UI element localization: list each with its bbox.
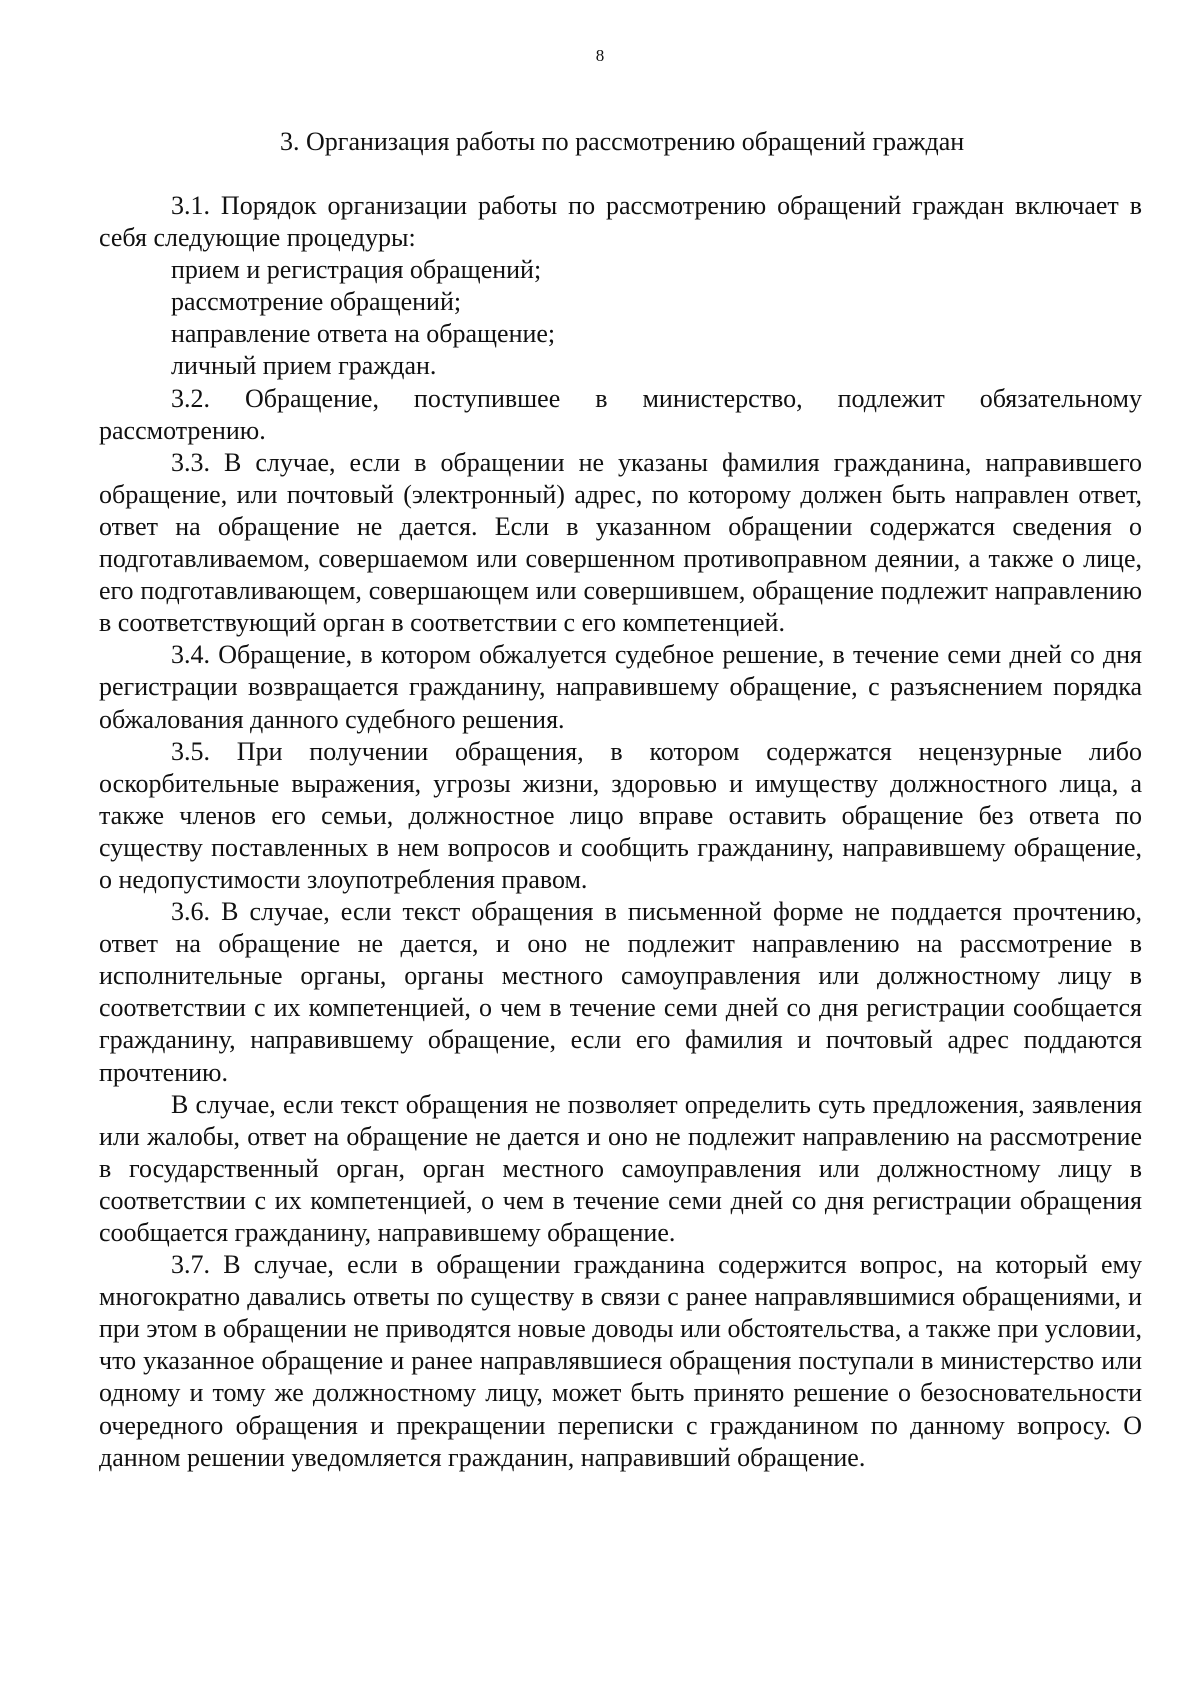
paragraph-3-6-continued: В случае, если текст обращения не позволяет определить суть предложения, заявления или жалобы, ответ на обращение не дается и оно не подлежит направлению на рассмотрение в государственный орган, орган местного самоуправления или должностному лицу в соответствии с их компетенцией, о чем в течение семи дней со дня регистрации обращения сообщается гражданину, направившему обращение. — [99, 1089, 1142, 1247]
paragraph-3-5: 3.5. При получении обращения, в котором содержатся нецензурные либо оскорбительные выражения, угрозы жизни, здоровью и имуществу должностного лица, а также членов его семьи, должностное лицо вправе оставить обращение без ответа по существу поставленных в нем вопросов и сообщить гражданину, направившему обращение, о недопустимости злоупотребления правом. — [99, 736, 1142, 894]
paragraph-3-6: 3.6. В случае, если текст обращения в письменной форме не поддается прочтению, ответ на обращение не дается, и оно не подлежит направлению на рассмотрение в исполнительные органы, органы местного самоуправления или должностному лицу в соответствии с их компетенцией, о чем в течение семи дней со дня регистрации сообщается гражданину, направившему обращение, если его фамилия и почтовый адрес поддаются прочтению. — [99, 897, 1142, 1087]
paragraph-3-4: 3.4. Обращение, в котором обжалуется судебное решение, в течение семи дней со дня регистрации возвращается гражданину, направившему обращение, с разъяснением порядка обжалования данного судебного решения. — [99, 640, 1142, 734]
procedure-item-review: рассмотрение обращений; — [171, 287, 462, 317]
section-title: 3. Организация работы по рассмотрению обращений граждан — [280, 127, 965, 156]
paragraph-3-3: 3.3. В случае, если в обращении не указаны фамилия гражданина, направившего обращение, или почтовый (электронный) адрес, по которому должен быть направлен ответ, ответ на обращение не дается. Если в указанном обращении содержатся сведения о подготавливаемом, совершаемом или совершенном противоправном деянии, а также о лице, его подготавливающем, совершающем или совершившем, обращение подлежит направлению в соответствующий орган в соответствии с его компетенцией. — [99, 447, 1142, 638]
paragraph-3-7: 3.7. В случае, если в обращении гражданина содержится вопрос, на который ему многократно давались ответы по существу в связи с ранее направлявшимися обращениями, и при этом в обращении не приводятся новые доводы или обстоятельства, а также при условии, что указанное обращение и ранее направлявшиеся обращения поступали в министерство или одному и тому же должностному лицу, может быть принято решение о безосновательности очередного обращения и прекращении переписки с гражданином по данному вопросу. О данном решении уведомляется гражданин, направивший обращение. — [99, 1250, 1142, 1472]
paragraph-3-2: 3.2. Обращение, поступившее в министерство, подлежит обязательному рассмотрению. — [99, 383, 1142, 445]
paragraph-3-1: 3.1. Порядок организации работы по рассмотрению обращений граждан включает в себя следующие процедуры: — [99, 191, 1142, 253]
procedure-item-reception: прием и регистрация обращений; — [171, 255, 542, 285]
page-number: 8 — [595, 46, 605, 65]
procedure-item-response: направление ответа на обращение; — [171, 319, 556, 349]
document-body — [99, 190, 1142, 1474]
procedure-item-personal-reception: личный прием граждан. — [171, 351, 437, 381]
